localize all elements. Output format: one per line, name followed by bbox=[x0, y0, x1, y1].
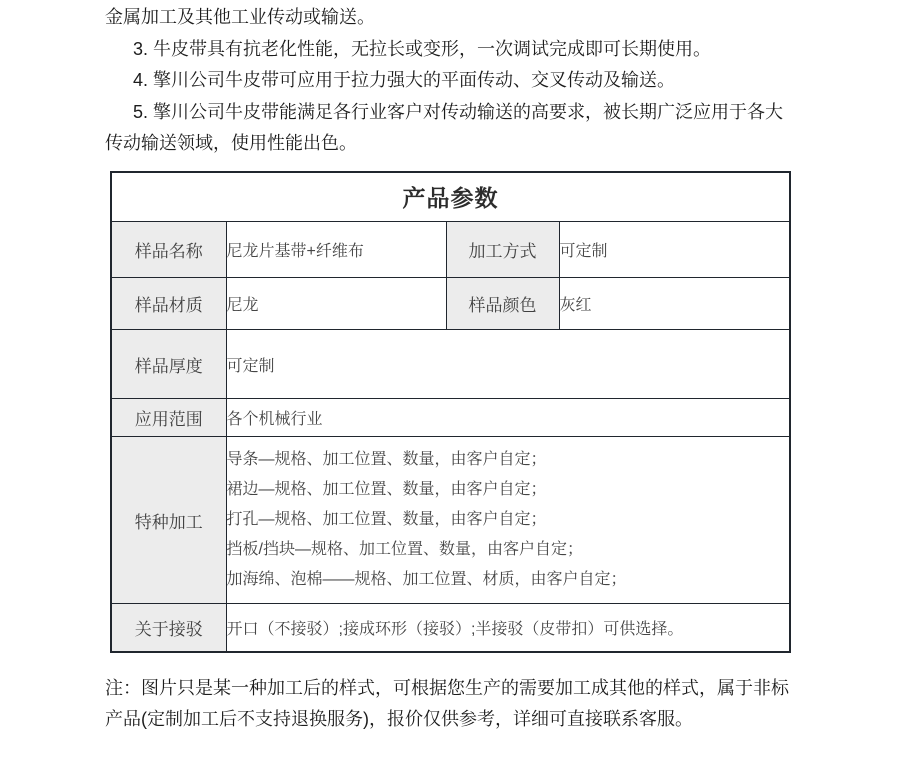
param-value-special-processing bbox=[226, 437, 790, 604]
table-row bbox=[111, 604, 790, 652]
param-value-sample-material: 尼龙 bbox=[226, 278, 446, 330]
feature-item-5: 5. 擎川公司牛皮带能满足各行业客户对传动输送的高要求，被长期广泛应用于各大传动输送领域，使用性能出色。 bbox=[105, 101, 784, 153]
table-row bbox=[111, 222, 790, 278]
feature-item-3: 3. 牛皮带具有抗老化性能，无拉长或变形，一次调试完成即可长期使用。 bbox=[133, 38, 712, 59]
special-processing-line: 裙边—规格、加工位置、数量，由客户自定； bbox=[226, 481, 547, 498]
table-row bbox=[111, 330, 790, 399]
product-params-table bbox=[110, 171, 791, 653]
special-processing-line: 导条—规格、加工位置、数量，由客户自定； bbox=[226, 451, 547, 468]
param-label-joint: 关于接驳 bbox=[111, 604, 226, 652]
table-row bbox=[111, 399, 790, 437]
param-label-processing-method: 加工方式 bbox=[446, 222, 559, 278]
param-value-sample-thickness: 可定制 bbox=[226, 330, 790, 399]
table-title-row bbox=[111, 172, 790, 222]
param-label-sample-name: 样品名称 bbox=[111, 222, 226, 278]
param-value-joint: 开口（不接驳）;接成环形（接驳）;半接驳（皮带扣）可供选择。 bbox=[226, 604, 790, 652]
param-label-application-scope: 应用范围 bbox=[111, 399, 226, 437]
feature-item-4: 4. 擎川公司牛皮带可应用于拉力强大的平面传动、交叉传动及输送。 bbox=[133, 70, 676, 90]
param-label-sample-thickness: 样品厚度 bbox=[111, 330, 226, 399]
param-value-sample-name: 尼龙片基带+纤维布 bbox=[226, 222, 446, 278]
table-row bbox=[111, 437, 790, 604]
special-processing-line: 加海绵、泡棉——规格、加工位置、材质，由客户自定； bbox=[226, 571, 627, 588]
param-value-processing-method: 可定制 bbox=[559, 222, 790, 278]
param-label-special-processing: 特种加工 bbox=[111, 437, 226, 604]
intro-section bbox=[0, 0, 900, 160]
table-row bbox=[111, 278, 790, 330]
intro-continuation-line: 金属加工及其他工业传动或输送。 bbox=[105, 7, 375, 27]
param-label-sample-color: 样品颜色 bbox=[446, 278, 559, 330]
param-value-sample-color: 灰红 bbox=[559, 278, 790, 330]
special-processing-line: 打孔—规格、加工位置、数量，由客户自定； bbox=[226, 511, 547, 528]
note-text: 注：图片只是某一种加工后的样式，可根据您生产的需要加工成其他的样式，属于非标产品(定制加工后不支持退换服务)，报价仅供参考，详细可直接联系客服。 bbox=[105, 677, 789, 729]
table-title: 产品参数 bbox=[111, 172, 790, 222]
param-label-sample-material: 样品材质 bbox=[111, 278, 226, 330]
param-value-application-scope: 各个机械行业 bbox=[226, 399, 790, 437]
special-processing-line: 挡板/挡块—规格、加工位置、数量，由客户自定； bbox=[226, 541, 583, 558]
